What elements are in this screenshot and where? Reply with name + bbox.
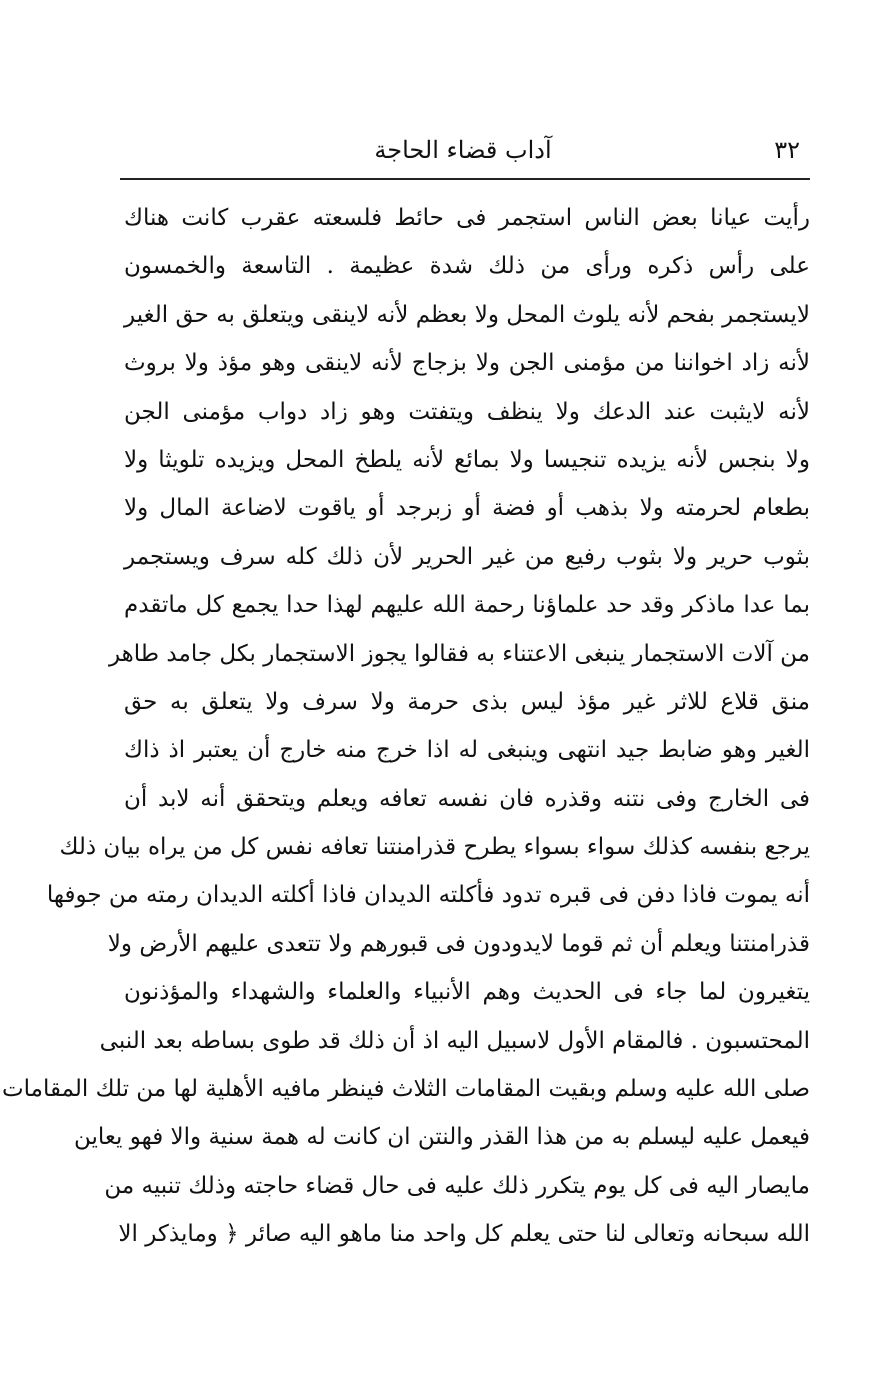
text-line: بطعام لحرمته ولا بذهب أو فضة أو زبرجد أو ياقوت لاضاعة المال ولا [124,495,810,522]
text-line: على رأس ذكره ورأى من ذلك شدة عظيمة . التاسعة والخمسون [124,253,810,280]
text-line: المحتسبون . فالمقام الأول لاسبيل اليه اذ أن ذلك قد طوى بساطه بعد النبى [99,1027,810,1054]
page-header [118,128,808,174]
text-line: يتغيرون لما جاء فى الحديث وهم الأنبياء والعلماء والشهداء والمؤذنون [124,979,810,1006]
text-line: لأنه زاد اخواننا من مؤمنى الجن ولا بزجاج لأنه لاينقى وهو مؤذ ولا بروث [124,350,810,377]
running-title: آداب قضاء الحاجة [374,136,552,164]
page-number: ٣٢ [774,136,800,164]
text-line: فيعمل عليه ليسلم به من هذا القذر والنتن ان كانت له همة سنية والا فهو يعاين [74,1124,810,1151]
body-text [1,194,810,1259]
header-rule [120,178,810,180]
text-line: الله سبحانه وتعالى لنا حتى يعلم كل واحد منا ماهو اليه صائر ﴿ ومايذكر الا [118,1221,810,1248]
text-line: مايصار اليه فى كل يوم يتكرر ذلك عليه فى حال قضاء حاجته وذلك تنبيه من [104,1172,810,1199]
text-line: لأنه لايثبت عند الدعك ولا ينظف ويتفتت وهو زاد دواب مؤمنى الجن [124,398,810,425]
text-line: لايستجمر بفحم لأنه يلوث المحل ولا بعظم لأنه لاينقى ويتعلق به حق الغير [124,301,810,328]
text-line: الغير وهو ضابط جيد انتهى وينبغى له اذا خرج منه خارج أن يعتبر اذ ذاك [124,737,810,764]
text-line: فى الخارج وفى نتنه وقذره فان نفسه تعافه ويعلم ويتحقق أنه لابد أن [124,785,810,812]
text-line: صلى الله عليه وسلم وبقيت المقامات الثلاث فينظر مافيه الأهلية لها من تلك المقامات [1,1076,810,1103]
text-line: قذرامنتنا ويعلم أن ثم قوما لايدودون فى قبورهم ولا تتعدى عليهم الأرض ولا [107,930,810,957]
text-line: من آلات الاستجمار ينبغى الاعتناء به فقالوا يجوز الاستجمار بكل جامد طاهر [108,640,810,667]
text-line: بثوب حرير ولا بثوب رفيع من غير الحرير لأن ذلك كله سرف ويستجمر [124,543,810,570]
text-line: رأيت عيانا بعض الناس استجمر فى حائط فلسعته عقرب كانت هناك [124,205,810,231]
text-line: بما عدا ماذكر وقد حد علماؤنا رحمة الله عليهم لهذا حدا يجمع كل ماتقدم [124,592,810,619]
text-line: منق قلاع للاثر غير مؤذ ليس بذى حرمة ولا سرف ولا يتعلق به حق [124,688,810,715]
text-line: ولا بنجس لأنه يزيده تنجيسا ولا بمائع لأنه يلطخ المحل ويزيده تلويثا ولا [124,446,810,473]
text-line: يرجع بنفسه كذلك سواء بسواء يطرح قذرامنتنا تعافه نفس كل من يراه بيان ذلك [59,834,810,861]
text-line: أنه يموت فاذا دفن فى قبره تدود فأكلته الديدان فاذا أكلته الديدان رمته من جوفها [46,882,810,909]
